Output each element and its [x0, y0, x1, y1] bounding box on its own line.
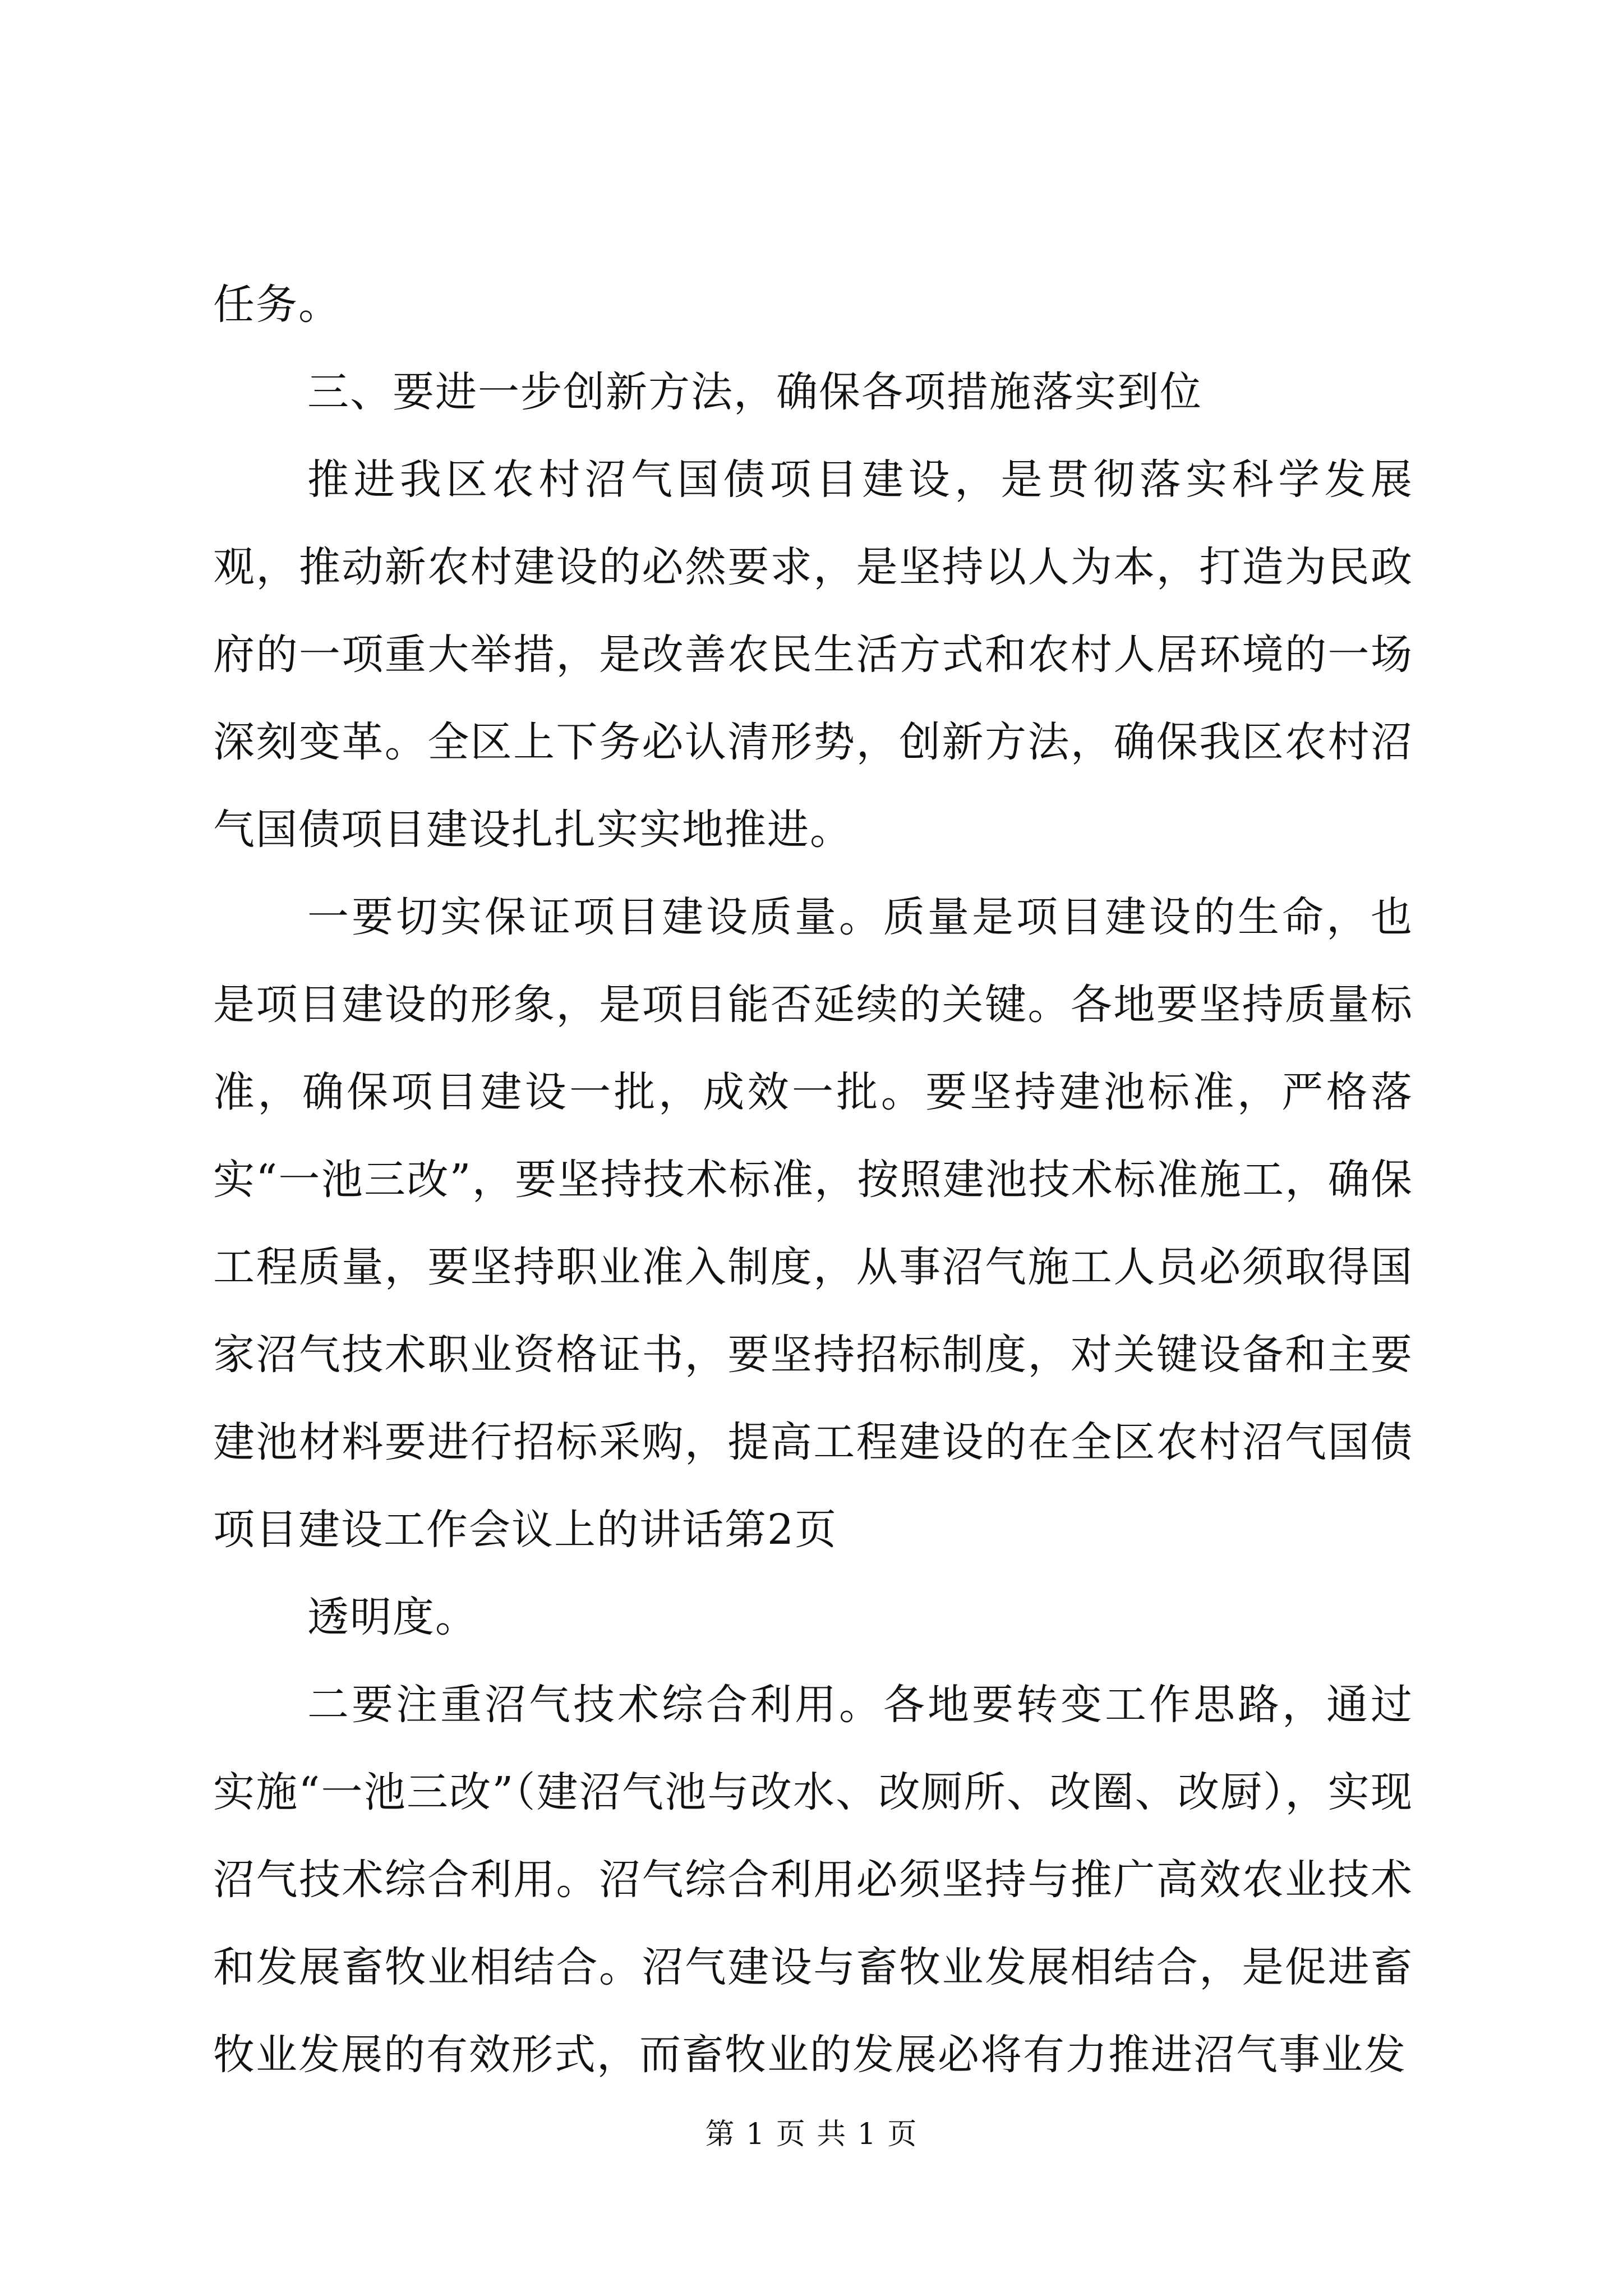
document-body — [213, 261, 1413, 2099]
section-heading: 三、要进一步创新方法，确保各项措施落实到位 — [307, 368, 1202, 416]
paragraph-continuation: 任务。 — [213, 280, 341, 329]
paragraph: 透明度。 — [307, 1593, 478, 1641]
page-footer: 第 1 页 共 1 页 — [705, 2118, 918, 2151]
paragraph: 推进我区农村沼气国债项目建设，是贯彻落实科学发展观，推动新农村建设的必然要求，是坚持以人为本，打造为民政府的一项重大举措，是改善农民生活方式和农村人居环境的一场深刻变革。全区上下务必认清形势，创新方法，确保我区农村沼气国债项目建设扎扎实实地推进。 — [213, 455, 1413, 854]
paragraph: 二要注重沼气技术综合利用。各地要转变工作思路，通过实施“一池三改”（建沼气池与改水、改厕所、改圈、改厨），实现沼气技术综合利用。沼气综合利用必须坚持与推广高效农业技术和发展畜牧业相结合。沼气建设与畜牧业发展相结合，是促进畜牧业发展的有效形式，而畜牧业的发展必将有力推进沼气事业发 — [213, 1681, 1413, 2079]
paragraph: 一要切实保证项目建设质量。质量是项目建设的生命，也是项目建设的形象，是项目能否延续的关键。各地要坚持质量标准，确保项目建设一批，成效一批。要坚持建池标准，严格落实“一池三改”，要坚持技术标准，按照建池技术标准施工，确保工程质量，要坚持职业准入制度，从事沼气施工人员必须取得国家沼气技术职业资格证书，要坚持招标制度，对关键设备和主要建池材料要进行招标采购，提高工程建设的在全区农村沼气国债项目建设工作会议上的讲话第2页 — [213, 893, 1413, 1554]
